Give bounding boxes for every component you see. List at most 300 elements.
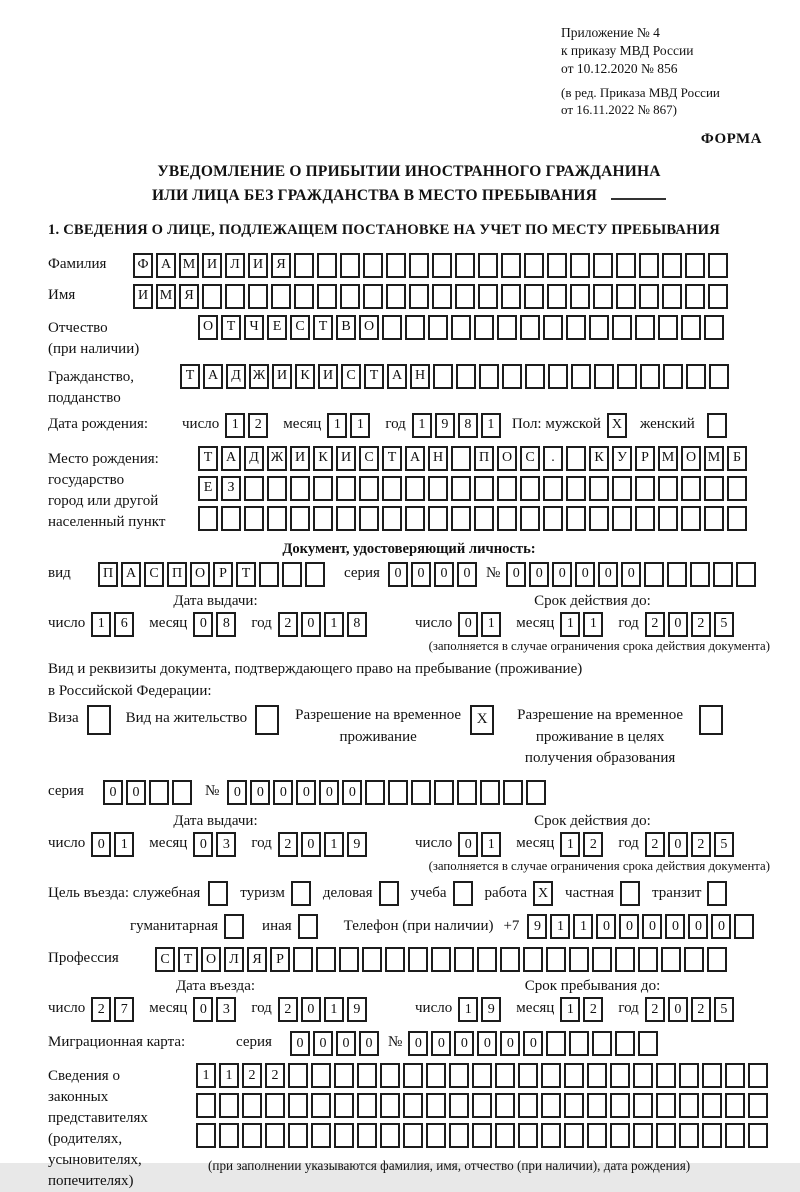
char-cell[interactable]: Ч: [244, 315, 264, 340]
char-cell[interactable]: [566, 315, 586, 340]
char-cell[interactable]: [685, 253, 705, 278]
char-cell[interactable]: [725, 1063, 745, 1088]
char-cell[interactable]: [495, 1063, 515, 1088]
char-cell[interactable]: [474, 315, 494, 340]
char-cell[interactable]: 1: [219, 1063, 239, 1088]
char-cell[interactable]: 0: [319, 780, 339, 805]
char-cell[interactable]: 0: [431, 1031, 451, 1056]
char-cell[interactable]: 0: [642, 914, 662, 939]
char-cell[interactable]: [288, 1093, 308, 1118]
char-cell[interactable]: Т: [382, 446, 402, 471]
char-cell[interactable]: 2: [645, 997, 665, 1022]
char-cell[interactable]: О: [201, 947, 221, 972]
char-cell[interactable]: [690, 562, 710, 587]
char-cell[interactable]: [501, 284, 521, 309]
char-cell[interactable]: Т: [221, 315, 241, 340]
char-cell[interactable]: [500, 947, 520, 972]
char-cell[interactable]: 1: [481, 612, 501, 637]
char-cell[interactable]: [311, 1123, 331, 1148]
char-cell[interactable]: [685, 284, 705, 309]
char-cell[interactable]: [640, 364, 660, 389]
char-cell[interactable]: [290, 506, 310, 531]
char-cell[interactable]: У: [612, 446, 632, 471]
char-cell[interactable]: [638, 947, 658, 972]
char-cell[interactable]: [616, 284, 636, 309]
char-cell[interactable]: [725, 1123, 745, 1148]
char-cell[interactable]: [379, 881, 399, 906]
char-cell[interactable]: [198, 506, 218, 531]
char-cell[interactable]: 0: [193, 832, 213, 857]
char-cell[interactable]: 1: [196, 1063, 216, 1088]
char-cell[interactable]: С: [341, 364, 361, 389]
char-cell[interactable]: [736, 562, 756, 587]
char-cell[interactable]: О: [681, 446, 701, 471]
char-cell[interactable]: [639, 284, 659, 309]
char-cell[interactable]: 0: [711, 914, 731, 939]
char-cell[interactable]: О: [190, 562, 210, 587]
char-cell[interactable]: [208, 881, 228, 906]
char-cell[interactable]: [635, 315, 655, 340]
char-cell[interactable]: [566, 476, 586, 501]
char-cell[interactable]: 2: [583, 997, 603, 1022]
char-cell[interactable]: [265, 1123, 285, 1148]
char-cell[interactable]: [727, 476, 747, 501]
char-cell[interactable]: Л: [225, 253, 245, 278]
char-cell[interactable]: [382, 476, 402, 501]
char-cell[interactable]: [667, 562, 687, 587]
char-cell[interactable]: [449, 1123, 469, 1148]
char-cell[interactable]: 1: [583, 612, 603, 637]
char-cell[interactable]: 0: [336, 1031, 356, 1056]
char-cell[interactable]: 1: [324, 612, 344, 637]
char-cell[interactable]: П: [98, 562, 118, 587]
char-cell[interactable]: [612, 315, 632, 340]
char-cell[interactable]: [543, 506, 563, 531]
char-cell[interactable]: [547, 253, 567, 278]
char-cell[interactable]: 0: [458, 832, 478, 857]
char-cell[interactable]: 0: [552, 562, 572, 587]
char-cell[interactable]: 2: [248, 413, 268, 438]
char-cell[interactable]: [431, 947, 451, 972]
char-cell[interactable]: [587, 1093, 607, 1118]
char-cell[interactable]: [635, 506, 655, 531]
char-cell[interactable]: 0: [126, 780, 146, 805]
char-cell[interactable]: [679, 1123, 699, 1148]
char-cell[interactable]: [221, 506, 241, 531]
char-cell[interactable]: [610, 1063, 630, 1088]
char-cell[interactable]: [336, 476, 356, 501]
char-cell[interactable]: [564, 1123, 584, 1148]
char-cell[interactable]: [267, 476, 287, 501]
char-cell[interactable]: [242, 1093, 262, 1118]
char-cell[interactable]: 0: [388, 562, 408, 587]
char-cell[interactable]: X: [533, 881, 553, 906]
char-cell[interactable]: 1: [560, 832, 580, 857]
char-cell[interactable]: 0: [91, 832, 111, 857]
char-cell[interactable]: [244, 476, 264, 501]
char-cell[interactable]: Е: [267, 315, 287, 340]
char-cell[interactable]: 0: [301, 997, 321, 1022]
char-cell[interactable]: [615, 1031, 635, 1056]
char-cell[interactable]: [546, 1031, 566, 1056]
char-cell[interactable]: И: [248, 253, 268, 278]
char-cell[interactable]: 0: [506, 562, 526, 587]
char-cell[interactable]: Ф: [133, 253, 153, 278]
char-cell[interactable]: 0: [313, 1031, 333, 1056]
char-cell[interactable]: [589, 506, 609, 531]
char-cell[interactable]: П: [474, 446, 494, 471]
char-cell[interactable]: [501, 253, 521, 278]
char-cell[interactable]: [380, 1093, 400, 1118]
char-cell[interactable]: [495, 1093, 515, 1118]
char-cell[interactable]: 1: [550, 914, 570, 939]
char-cell[interactable]: [288, 1063, 308, 1088]
char-cell[interactable]: 5: [714, 997, 734, 1022]
char-cell[interactable]: [589, 315, 609, 340]
char-cell[interactable]: X: [470, 705, 494, 735]
char-cell[interactable]: Б: [727, 446, 747, 471]
char-cell[interactable]: 0: [359, 1031, 379, 1056]
char-cell[interactable]: 0: [619, 914, 639, 939]
char-cell[interactable]: [725, 1093, 745, 1118]
char-cell[interactable]: [662, 253, 682, 278]
char-cell[interactable]: [593, 284, 613, 309]
char-cell[interactable]: [589, 476, 609, 501]
char-cell[interactable]: Е: [198, 476, 218, 501]
char-cell[interactable]: [707, 881, 727, 906]
char-cell[interactable]: [265, 1093, 285, 1118]
char-cell[interactable]: А: [203, 364, 223, 389]
char-cell[interactable]: [219, 1093, 239, 1118]
char-cell[interactable]: [679, 1093, 699, 1118]
char-cell[interactable]: 5: [714, 832, 734, 857]
char-cell[interactable]: С: [290, 315, 310, 340]
char-cell[interactable]: [363, 284, 383, 309]
char-cell[interactable]: [526, 780, 546, 805]
char-cell[interactable]: [587, 1123, 607, 1148]
char-cell[interactable]: С: [520, 446, 540, 471]
char-cell[interactable]: [457, 780, 477, 805]
char-cell[interactable]: Н: [428, 446, 448, 471]
char-cell[interactable]: 0: [477, 1031, 497, 1056]
char-cell[interactable]: [592, 947, 612, 972]
char-cell[interactable]: 0: [290, 1031, 310, 1056]
char-cell[interactable]: 1: [412, 413, 432, 438]
char-cell[interactable]: [359, 506, 379, 531]
char-cell[interactable]: 0: [523, 1031, 543, 1056]
char-cell[interactable]: [357, 1123, 377, 1148]
char-cell[interactable]: [196, 1093, 216, 1118]
char-cell[interactable]: [734, 914, 754, 939]
char-cell[interactable]: Т: [313, 315, 333, 340]
char-cell[interactable]: [543, 315, 563, 340]
char-cell[interactable]: 0: [454, 1031, 474, 1056]
char-cell[interactable]: [472, 1063, 492, 1088]
char-cell[interactable]: И: [133, 284, 153, 309]
char-cell[interactable]: 7: [114, 997, 134, 1022]
char-cell[interactable]: [362, 947, 382, 972]
char-cell[interactable]: [428, 506, 448, 531]
char-cell[interactable]: [617, 364, 637, 389]
char-cell[interactable]: К: [313, 446, 333, 471]
char-cell[interactable]: [317, 253, 337, 278]
char-cell[interactable]: Н: [410, 364, 430, 389]
char-cell[interactable]: 0: [500, 1031, 520, 1056]
char-cell[interactable]: М: [704, 446, 724, 471]
char-cell[interactable]: [451, 315, 471, 340]
char-cell[interactable]: [451, 506, 471, 531]
char-cell[interactable]: Л: [224, 947, 244, 972]
char-cell[interactable]: [313, 476, 333, 501]
char-cell[interactable]: [449, 1063, 469, 1088]
char-cell[interactable]: [541, 1123, 561, 1148]
char-cell[interactable]: Т: [364, 364, 384, 389]
char-cell[interactable]: 0: [457, 562, 477, 587]
char-cell[interactable]: [541, 1063, 561, 1088]
char-cell[interactable]: 0: [301, 612, 321, 637]
char-cell[interactable]: [357, 1063, 377, 1088]
char-cell[interactable]: О: [359, 315, 379, 340]
char-cell[interactable]: [334, 1063, 354, 1088]
char-cell[interactable]: Р: [635, 446, 655, 471]
char-cell[interactable]: С: [155, 947, 175, 972]
char-cell[interactable]: 1: [560, 997, 580, 1022]
char-cell[interactable]: [455, 253, 475, 278]
char-cell[interactable]: 0: [193, 997, 213, 1022]
char-cell[interactable]: [681, 476, 701, 501]
char-cell[interactable]: [340, 284, 360, 309]
char-cell[interactable]: 9: [347, 832, 367, 857]
char-cell[interactable]: [699, 705, 723, 735]
char-cell[interactable]: [380, 1123, 400, 1148]
char-cell[interactable]: [382, 506, 402, 531]
char-cell[interactable]: [432, 253, 452, 278]
char-cell[interactable]: И: [202, 253, 222, 278]
char-cell[interactable]: А: [121, 562, 141, 587]
char-cell[interactable]: [727, 506, 747, 531]
char-cell[interactable]: [454, 947, 474, 972]
char-cell[interactable]: [616, 253, 636, 278]
char-cell[interactable]: [708, 284, 728, 309]
char-cell[interactable]: 3: [216, 832, 236, 857]
char-cell[interactable]: 9: [347, 997, 367, 1022]
char-cell[interactable]: 2: [278, 832, 298, 857]
char-cell[interactable]: [748, 1093, 768, 1118]
char-cell[interactable]: 0: [596, 914, 616, 939]
char-cell[interactable]: [478, 253, 498, 278]
char-cell[interactable]: [334, 1093, 354, 1118]
char-cell[interactable]: [704, 315, 724, 340]
char-cell[interactable]: [564, 1093, 584, 1118]
char-cell[interactable]: 9: [435, 413, 455, 438]
char-cell[interactable]: [656, 1093, 676, 1118]
char-cell[interactable]: [313, 506, 333, 531]
char-cell[interactable]: И: [336, 446, 356, 471]
char-cell[interactable]: [658, 506, 678, 531]
char-cell[interactable]: [547, 284, 567, 309]
char-cell[interactable]: [334, 1123, 354, 1148]
char-cell[interactable]: В: [336, 315, 356, 340]
char-cell[interactable]: [566, 506, 586, 531]
char-cell[interactable]: [520, 476, 540, 501]
char-cell[interactable]: 0: [411, 562, 431, 587]
char-cell[interactable]: [497, 476, 517, 501]
char-cell[interactable]: [388, 780, 408, 805]
char-cell[interactable]: А: [405, 446, 425, 471]
char-cell[interactable]: 2: [278, 612, 298, 637]
char-cell[interactable]: [658, 476, 678, 501]
char-cell[interactable]: 1: [327, 413, 347, 438]
char-cell[interactable]: 2: [91, 997, 111, 1022]
char-cell[interactable]: [428, 476, 448, 501]
char-cell[interactable]: С: [359, 446, 379, 471]
char-cell[interactable]: [267, 506, 287, 531]
char-cell[interactable]: [658, 315, 678, 340]
char-cell[interactable]: [684, 947, 704, 972]
char-cell[interactable]: О: [198, 315, 218, 340]
char-cell[interactable]: [305, 562, 325, 587]
char-cell[interactable]: [426, 1093, 446, 1118]
char-cell[interactable]: [707, 413, 727, 438]
char-cell[interactable]: [434, 780, 454, 805]
char-cell[interactable]: [288, 1123, 308, 1148]
char-cell[interactable]: И: [290, 446, 310, 471]
char-cell[interactable]: [294, 253, 314, 278]
char-cell[interactable]: [704, 506, 724, 531]
char-cell[interactable]: 2: [691, 997, 711, 1022]
char-cell[interactable]: [592, 1031, 612, 1056]
char-cell[interactable]: 0: [668, 832, 688, 857]
char-cell[interactable]: [449, 1093, 469, 1118]
char-cell[interactable]: [403, 1123, 423, 1148]
char-cell[interactable]: 6: [114, 612, 134, 637]
char-cell[interactable]: 1: [91, 612, 111, 637]
char-cell[interactable]: Ж: [249, 364, 269, 389]
char-cell[interactable]: [298, 914, 318, 939]
char-cell[interactable]: [610, 1093, 630, 1118]
char-cell[interactable]: А: [387, 364, 407, 389]
char-cell[interactable]: 0: [301, 832, 321, 857]
char-cell[interactable]: [271, 284, 291, 309]
char-cell[interactable]: 1: [225, 413, 245, 438]
char-cell[interactable]: 0: [668, 997, 688, 1022]
char-cell[interactable]: 1: [350, 413, 370, 438]
char-cell[interactable]: [340, 253, 360, 278]
char-cell[interactable]: .: [543, 446, 563, 471]
char-cell[interactable]: [708, 253, 728, 278]
char-cell[interactable]: [172, 780, 192, 805]
char-cell[interactable]: [87, 705, 111, 735]
char-cell[interactable]: [386, 253, 406, 278]
char-cell[interactable]: 0: [598, 562, 618, 587]
char-cell[interactable]: [661, 947, 681, 972]
char-cell[interactable]: Т: [236, 562, 256, 587]
char-cell[interactable]: [638, 1031, 658, 1056]
char-cell[interactable]: 2: [583, 832, 603, 857]
char-cell[interactable]: [593, 253, 613, 278]
char-cell[interactable]: [403, 1093, 423, 1118]
char-cell[interactable]: 2: [691, 612, 711, 637]
char-cell[interactable]: 1: [481, 832, 501, 857]
char-cell[interactable]: М: [179, 253, 199, 278]
char-cell[interactable]: 0: [575, 562, 595, 587]
char-cell[interactable]: [633, 1063, 653, 1088]
char-cell[interactable]: 1: [481, 413, 501, 438]
char-cell[interactable]: [610, 1123, 630, 1148]
char-cell[interactable]: 2: [645, 612, 665, 637]
char-cell[interactable]: [248, 284, 268, 309]
char-cell[interactable]: 2: [645, 832, 665, 857]
char-cell[interactable]: 0: [193, 612, 213, 637]
char-cell[interactable]: [426, 1123, 446, 1148]
char-cell[interactable]: 1: [324, 832, 344, 857]
char-cell[interactable]: 0: [103, 780, 123, 805]
char-cell[interactable]: [570, 284, 590, 309]
char-cell[interactable]: [612, 476, 632, 501]
char-cell[interactable]: [472, 1123, 492, 1148]
char-cell[interactable]: [472, 1093, 492, 1118]
char-cell[interactable]: [656, 1123, 676, 1148]
char-cell[interactable]: [405, 315, 425, 340]
char-cell[interactable]: [225, 284, 245, 309]
char-cell[interactable]: [409, 284, 429, 309]
char-cell[interactable]: [290, 476, 310, 501]
char-cell[interactable]: [523, 947, 543, 972]
char-cell[interactable]: [149, 780, 169, 805]
char-cell[interactable]: [518, 1123, 538, 1148]
char-cell[interactable]: [336, 506, 356, 531]
char-cell[interactable]: 2: [265, 1063, 285, 1088]
char-cell[interactable]: [363, 253, 383, 278]
char-cell[interactable]: [520, 315, 540, 340]
char-cell[interactable]: 3: [216, 997, 236, 1022]
char-cell[interactable]: [569, 1031, 589, 1056]
char-cell[interactable]: [686, 364, 706, 389]
char-cell[interactable]: [570, 253, 590, 278]
char-cell[interactable]: 8: [216, 612, 236, 637]
char-cell[interactable]: [317, 284, 337, 309]
char-cell[interactable]: Т: [180, 364, 200, 389]
char-cell[interactable]: Т: [178, 947, 198, 972]
char-cell[interactable]: [503, 780, 523, 805]
char-cell[interactable]: [644, 562, 664, 587]
char-cell[interactable]: [635, 476, 655, 501]
char-cell[interactable]: [518, 1063, 538, 1088]
char-cell[interactable]: [524, 253, 544, 278]
char-cell[interactable]: 1: [114, 832, 134, 857]
char-cell[interactable]: М: [156, 284, 176, 309]
char-cell[interactable]: 0: [273, 780, 293, 805]
char-cell[interactable]: 0: [621, 562, 641, 587]
char-cell[interactable]: [656, 1063, 676, 1088]
char-cell[interactable]: [294, 284, 314, 309]
char-cell[interactable]: [311, 1063, 331, 1088]
char-cell[interactable]: [495, 1123, 515, 1148]
char-cell[interactable]: [479, 364, 499, 389]
char-cell[interactable]: [242, 1123, 262, 1148]
char-cell[interactable]: [497, 506, 517, 531]
char-cell[interactable]: Т: [198, 446, 218, 471]
char-cell[interactable]: [259, 562, 279, 587]
char-cell[interactable]: 0: [296, 780, 316, 805]
char-cell[interactable]: [409, 253, 429, 278]
char-cell[interactable]: [455, 284, 475, 309]
char-cell[interactable]: 8: [458, 413, 478, 438]
char-cell[interactable]: [202, 284, 222, 309]
char-cell[interactable]: 1: [324, 997, 344, 1022]
char-cell[interactable]: [704, 476, 724, 501]
char-cell[interactable]: [713, 562, 733, 587]
